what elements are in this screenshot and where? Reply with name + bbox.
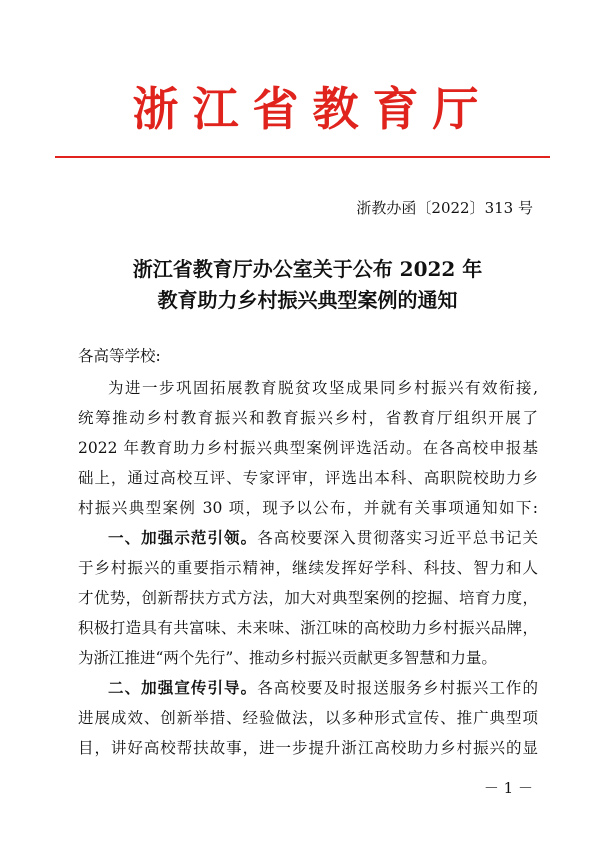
document-number: 浙教办函〔2022〕313 号 (356, 199, 533, 217)
paragraph-line: 础上，通过高校互评、专家评审，评选出本科、高职院校助力乡 (78, 469, 538, 487)
paragraph-line: 2022 年教育助力乡村振兴典型案例评选活动。在各高校申报基 (78, 439, 538, 457)
section-2-heading: 二、加强宣传引导。 (108, 679, 258, 697)
paragraph-line: 统筹推动乡村教育振兴和教育振兴乡村，省教育厅组织开展了 (78, 409, 538, 427)
paragraph-line: 村振兴典型案例 30 项，现予以公布，并就有关事项通知如下: (78, 499, 538, 517)
salutation: 各高等学校: (78, 347, 161, 365)
paragraph-text: 各高校要及时报送服务乡村振兴工作的 (257, 679, 538, 697)
section-1-first-line (108, 523, 538, 553)
paragraph-line: 才优势，创新帮扶方式方法，加大对典型案例的挖掘、培育力度， (78, 589, 538, 607)
document-title-line-1: 浙江省教育厅办公室关于公布 2022 年 (132, 257, 483, 281)
document-title-line-2: 教育助力乡村振兴典型案例的通知 (157, 288, 458, 312)
paragraph-text: 各高校要深入贯彻落实习近平总书记关 (257, 529, 538, 547)
paragraph-line: 目，讲好高校帮扶故事，进一步提升浙江高校助力乡村振兴的显 (78, 739, 538, 757)
section-2-first-line (108, 673, 538, 703)
page-number: － 1 － (483, 779, 533, 797)
paragraph-line: 积极打造具有共富味、未来味、浙江味的高校助力乡村振兴品牌， (78, 619, 538, 637)
red-divider-line (55, 156, 550, 158)
paragraph-line: 进展成效、创新举措、经验做法，以多种形式宣传、推广典型项 (78, 709, 538, 727)
paragraph-line: 为浙江推进“两个先行”、推动乡村振兴贡献更多智慧和力量。 (78, 649, 497, 667)
paragraph-line: 于乡村振兴的重要指示精神，继续发挥好学科、科技、智力和人 (78, 559, 538, 577)
issuer-header: 浙江省教育厅 (132, 82, 493, 136)
section-1-heading: 一、加强示范引领。 (108, 529, 258, 547)
paragraph-line: 为进一步巩固拓展教育脱贫攻坚成果同乡村振兴有效衔接, (108, 379, 538, 397)
